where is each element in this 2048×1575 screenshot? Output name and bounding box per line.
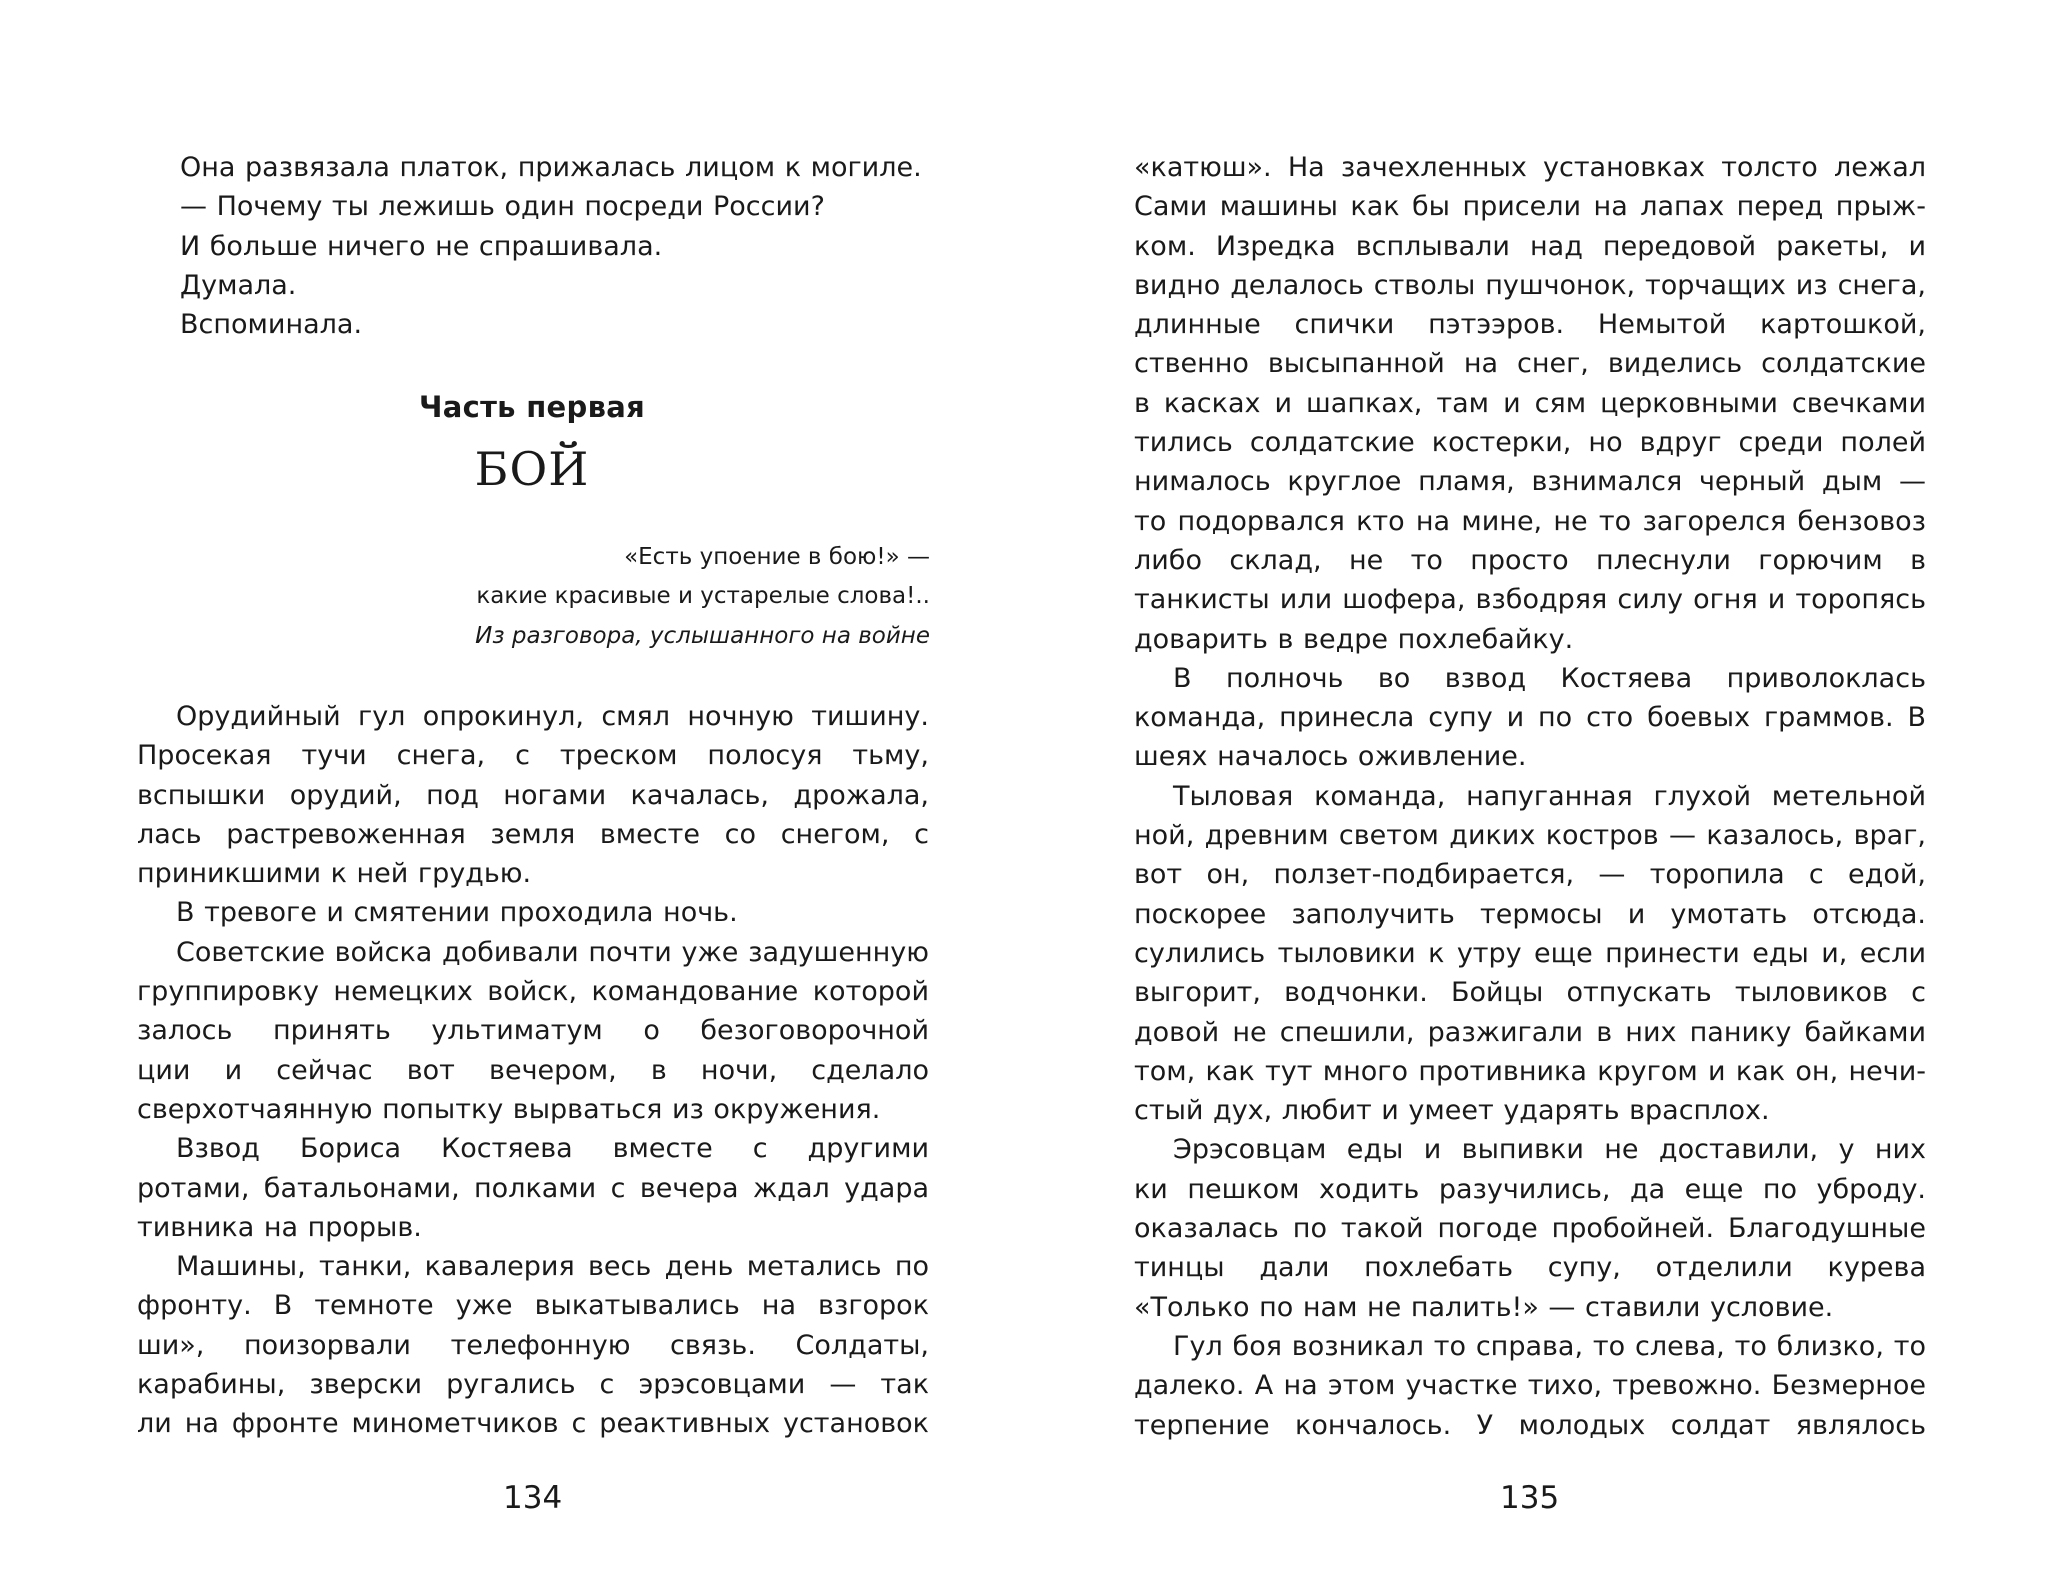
text-line: «Только по нам не палить!» — ставили условие.: [1134, 1291, 1834, 1323]
text-line: сверхотчаянную попытку вырваться из окружения.: [137, 1093, 881, 1125]
text-line: группировку немецких войск, командование которой: [137, 976, 929, 1008]
text-line: Вспоминала.: [180, 309, 363, 341]
text-line: ком. Изредка всплывали над передовой ракеты, и: [1134, 230, 1926, 262]
text-line: то подорвался кто на мине, не то загорелся бензовоз: [1134, 505, 1926, 537]
text-line: Тыловая команда, напуганная глухой метельной: [1173, 780, 1926, 812]
body-text-left: [137, 697, 929, 1444]
text-line: ши», поизорвали телефонную связь. Солдаты,: [137, 1329, 929, 1361]
text-line: Гул боя возникал то справа, то слева, то близко, то: [1173, 1330, 1926, 1362]
text-line: ли на фронте минометчиков с реактивных установок: [137, 1408, 929, 1440]
page-number: 135: [1500, 1480, 1560, 1516]
text-line: стый дух, любит и умеет ударять врасплох.: [1134, 1095, 1770, 1127]
epigraph-source: Из разговора, услышанного на войне: [475, 622, 930, 649]
text-line: Советские войска добивали почти уже задушенную: [176, 936, 929, 968]
text-line: В полночь во взвод Костяева приволоклась: [1173, 662, 1926, 694]
text-line: вот он, ползет-подбирается, — торопила с едой,: [1134, 859, 1926, 891]
text-line: шеях началось оживление.: [1134, 741, 1527, 773]
text-line: доварить в ведре похлебайку.: [1134, 623, 1574, 655]
text-line: оказалась по такой погоде пробойней. Благодушные: [1134, 1213, 1926, 1245]
text-line: ственно высыпанной на снег, виделись солдатские: [1134, 348, 1926, 380]
page-number: 134: [503, 1480, 563, 1516]
text-line: лась растревоженная земля вместе со снегом, с: [137, 818, 929, 850]
text-line: тились солдатские костерки, но вдруг среди полей: [1134, 427, 1926, 459]
text-line: видно делалось стволы пушчонок, торчащих из снега,: [1134, 269, 1926, 301]
text-line: либо склад, не то просто плеснули горючим в: [1134, 544, 1926, 576]
text-line: выгорит, водчонки. Бойцы отпускать тыловиков с: [1134, 977, 1926, 1009]
text-line: нималось круглое пламя, взнимался черный дым —: [1134, 466, 1926, 498]
text-line: залось принять ультиматум о безоговорочной: [137, 1015, 929, 1047]
epigraph: [230, 538, 930, 656]
text-line: карабины, зверски ругались с эрэсовцами — так: [137, 1369, 929, 1401]
epigraph-line: «Есть упоение в бою!» —: [624, 544, 930, 570]
intro-text: [180, 148, 940, 344]
text-line: танкисты или шофера, взбодряя силу огня и торопясь: [1134, 584, 1926, 616]
text-line: фронту. В темноте уже выкатывались на взгорок: [137, 1290, 929, 1322]
text-line: В тревоге и смятении проходила ночь.: [176, 897, 738, 929]
text-line: ной, древним светом диких костров — казалось, враг,: [1134, 820, 1926, 852]
text-line: Просекая тучи снега, с треском полосуя тьму,: [137, 740, 929, 772]
text-line: ротами, батальонами, полками с вечера ждал удара: [137, 1172, 929, 1204]
text-line: команда, принесла супу и по сто боевых граммов. В: [1134, 702, 1926, 734]
text-line: в касках и шапках, там и сям церковными свечками: [1134, 387, 1926, 419]
text-line: «катюш». На зачехленных установках толсто лежал: [1134, 152, 1926, 183]
text-line: терпение кончалось. У молодых солдат являлось: [1134, 1409, 1926, 1441]
text-line: Эрэсовцам еды и выпивки не доставили, у них: [1173, 1134, 1926, 1166]
text-line: ки пешком ходить разучились, да еще по уброду.: [1134, 1173, 1926, 1205]
text-line: Орудийный гул опрокинул, смял ночную тишину.: [176, 701, 929, 732]
text-line: далеко. А на этом участке тихо, тревожно. Безмерное: [1134, 1370, 1926, 1402]
text-line: тивника на прорыв.: [137, 1211, 422, 1243]
epigraph-line: какие красивые и устарелые слова!..: [476, 583, 930, 610]
text-line: Взвод Бориса Костяева вместе с другими: [176, 1133, 929, 1165]
text-line: приникшими к ней грудью.: [137, 858, 532, 890]
text-line: Сами машины как бы присели на лапах перед прыж-: [1134, 191, 1926, 223]
text-line: Машины, танки, кавалерия весь день метались по: [176, 1251, 929, 1283]
text-line: длинные спички пэтээров. Немытой картошкой,: [1134, 309, 1926, 341]
text-line: Думала.: [180, 269, 297, 301]
text-line: поскорее заполучить термосы и умотать отсюда.: [1134, 898, 1926, 930]
text-line: ции и сейчас вот вечером, в ночи, сделало: [137, 1054, 929, 1086]
text-line: вспышки орудий, под ногами качалась, дрожала,: [137, 779, 929, 811]
text-line: сулились тыловики к утру еще принести еды и, если: [1134, 937, 1926, 969]
part-label: Часть первая: [418, 390, 646, 424]
text-line: — Почему ты лежишь один посреди России?: [180, 191, 825, 223]
text-line: Она развязала платок, прижалась лицом к могиле.: [180, 152, 922, 183]
text-line: довой не спешили, разжигали в них панику байками: [1134, 1016, 1926, 1048]
text-line: И больше ничего не спрашивала.: [180, 230, 663, 262]
body-text-right: [1134, 148, 1926, 1445]
text-line: тинцы дали похлебать супу, отделили курева: [1134, 1252, 1926, 1284]
part-title: БОЙ: [474, 442, 590, 496]
text-line: том, как тут много противника кругом и как он, нечи-: [1134, 1055, 1926, 1087]
